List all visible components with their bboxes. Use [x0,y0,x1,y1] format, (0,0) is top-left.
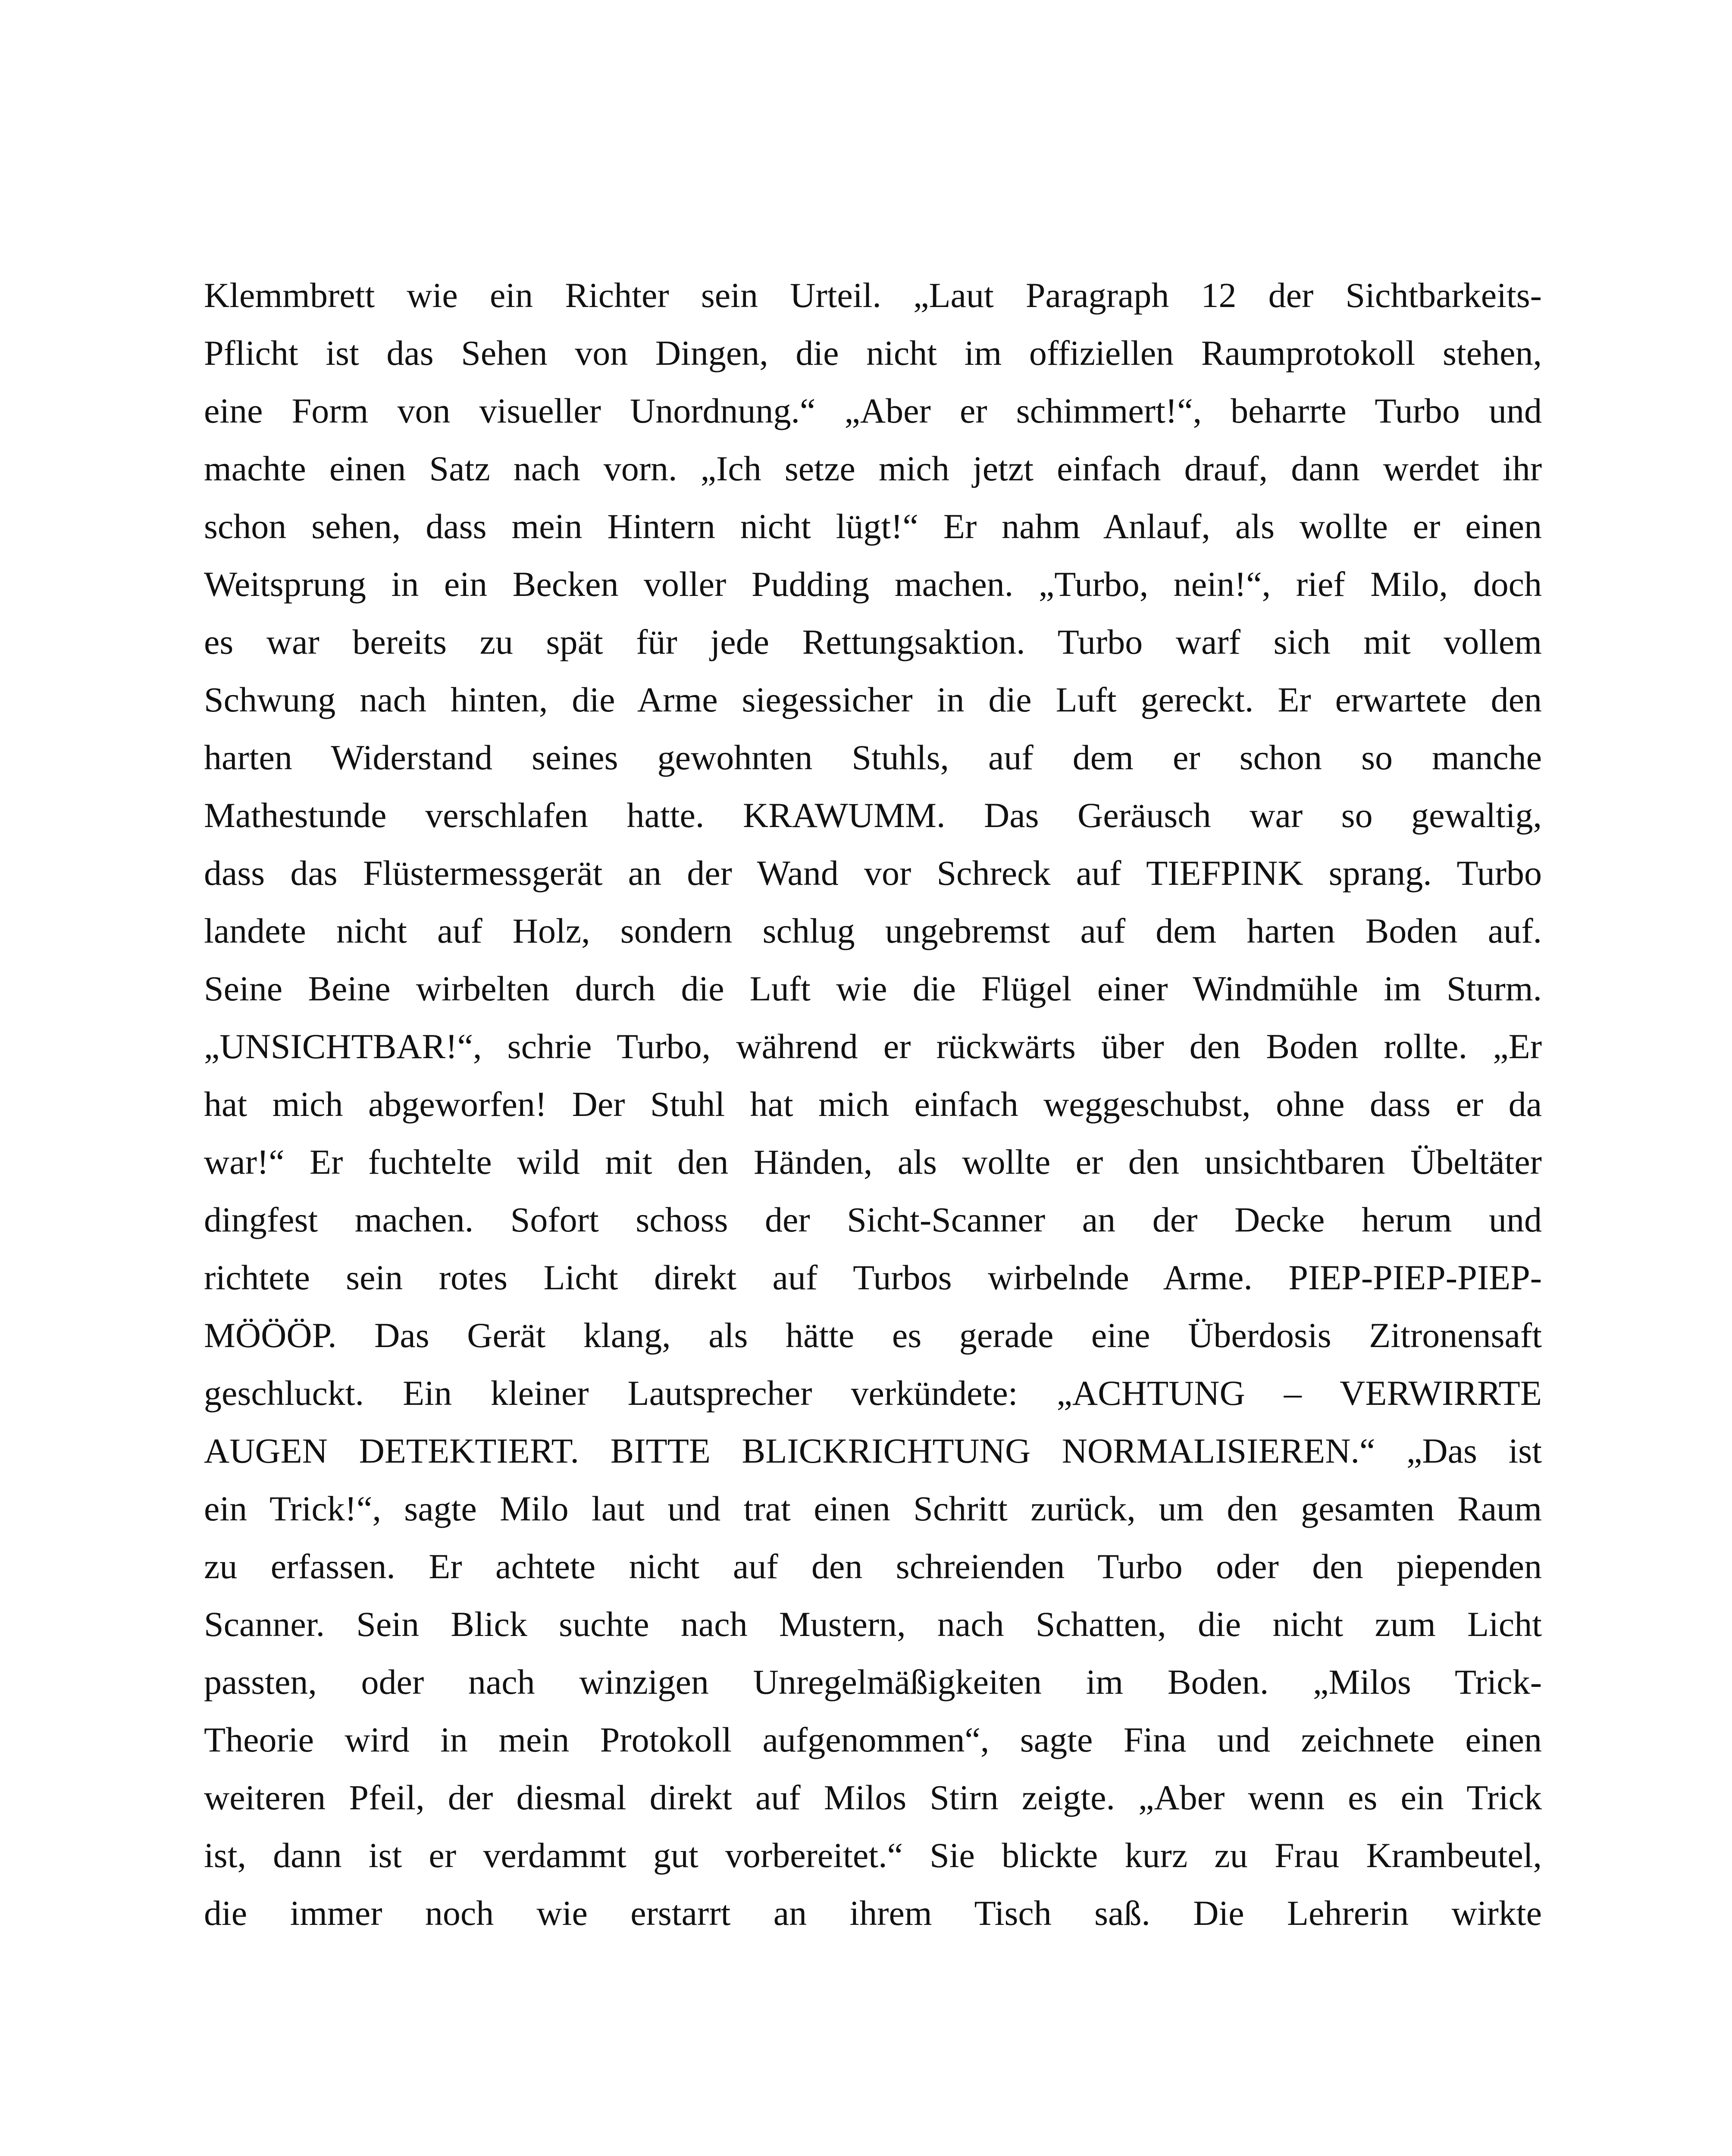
text-line: dingfest machen. Sofort schoss der Sicht-Scanner an der Decke herum und [204,1200,1542,1239]
text-line: Scanner. Sein Blick suchte nach Mustern, nach Schatten, die nicht zum Licht [204,1604,1542,1644]
text-line: harten Widerstand seines gewohnten Stuhls, auf dem er schon so manche [204,738,1542,777]
text-line: geschluckt. Ein kleiner Lautsprecher verkündete: „ACHTUNG – VERWIRRTE [204,1373,1542,1413]
text-line: landete nicht auf Holz, sondern schlug ungebremst auf dem harten Boden auf. [204,911,1542,950]
text-line: zu erfassen. Er achtete nicht auf den schreienden Turbo oder den piependen [204,1547,1542,1586]
text-line: dass das Flüstermessgerät an der Wand vor Schreck auf TIEFPINK sprang. Turbo [204,853,1542,893]
text-line: Weitsprung in ein Becken voller Pudding machen. „Turbo, nein!“, rief Milo, doch [204,564,1542,604]
body-text [204,266,1542,1942]
text-line: Klemmbrett wie ein Richter sein Urteil. „Laut Paragraph 12 der Sichtbarkeits- [204,276,1542,315]
text-line: schon sehen, dass mein Hintern nicht lügt!“ Er nahm Anlauf, als wollte er einen [204,507,1542,546]
text-line: Mathestunde verschlafen hatte. KRAWUMM. Das Geräusch war so gewaltig, [204,796,1542,835]
text-line: passten, oder nach winzigen Unregelmäßigkeiten im Boden. „Milos Trick- [204,1662,1542,1702]
text-line: ist, dann ist er verdammt gut vorbereitet.“ Sie blickte kurz zu Frau Krambeutel, [204,1836,1542,1875]
text-line: war!“ Er fuchtelte wild mit den Händen, als wollte er den unsichtbaren Übeltäter [204,1142,1542,1181]
text-line: Theorie wird in mein Protokoll aufgenommen“, sagte Fina und zeichnete einen [204,1720,1542,1759]
text-line: eine Form von visueller Unordnung.“ „Aber er schimmert!“, beharrte Turbo und [204,391,1542,430]
text-line: die immer noch wie erstarrt an ihrem Tisch saß. Die Lehrerin wirkte [204,1893,1542,1933]
text-line: „UNSICHTBAR!“, schrie Turbo, während er rückwärts über den Boden rollte. „Er [204,1027,1542,1066]
text-line: Pflicht ist das Sehen von Dingen, die nicht im offiziellen Raumprotokoll stehen, [204,333,1542,373]
text-line: Schwung nach hinten, die Arme siegessicher in die Luft gereckt. Er erwartete den [204,680,1542,719]
text-line: hat mich abgeworfen! Der Stuhl hat mich einfach weggeschubst, ohne dass er da [204,1084,1542,1124]
text-line: es war bereits zu spät für jede Rettungsaktion. Turbo warf sich mit vollem [204,622,1542,661]
text-line: Seine Beine wirbelten durch die Luft wie die Flügel einer Windmühle im Sturm. [204,969,1542,1008]
text-line: ein Trick!“, sagte Milo laut und trat einen Schritt zurück, um den gesamten Raum [204,1489,1542,1528]
text-line: weiteren Pfeil, der diesmal direkt auf Milos Stirn zeigte. „Aber wenn es ein Trick [204,1778,1542,1817]
text-line: MÖÖÖP. Das Gerät klang, als hätte es gerade eine Überdosis Zitronensaft [204,1316,1542,1355]
text-line: AUGEN DETEKTIERT. BITTE BLICKRICHTUNG NORMALISIEREN.“ „Das ist [204,1431,1542,1470]
text-line: richtete sein rotes Licht direkt auf Turbos wirbelnde Arme. PIEP-PIEP-PIEP- [204,1258,1542,1297]
text-line: machte einen Satz nach vorn. „Ich setze mich jetzt einfach drauf, dann werdet ihr [204,449,1542,488]
